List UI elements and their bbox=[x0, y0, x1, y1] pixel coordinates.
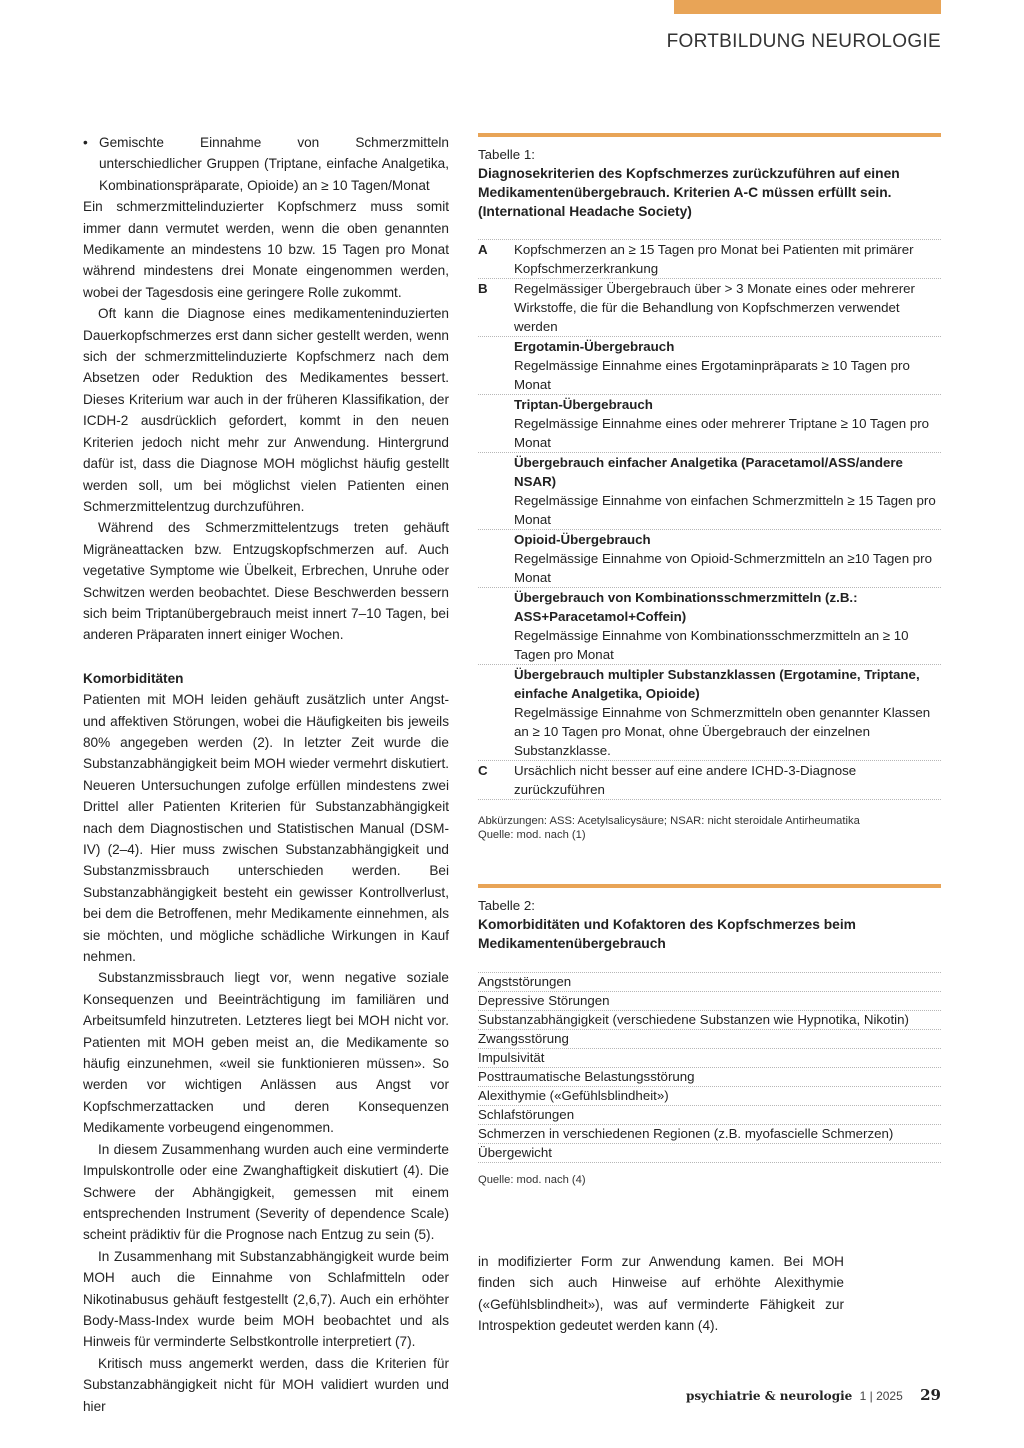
criterion-cell bbox=[514, 337, 941, 394]
criterion-cell bbox=[514, 453, 941, 529]
table-note: Abkürzungen: ASS: Acetylsalicysäure; NSAR: nicht steroidale Antirheumatika bbox=[478, 815, 860, 827]
criterion-text: Regelmässige Einnahme eines Ergotaminpräparats ≥ 10 Tagen pro Monat bbox=[514, 358, 910, 392]
journal-name: psychiatrie & neurologie bbox=[685, 1389, 853, 1403]
table-row: Zwangsstörung bbox=[478, 1030, 941, 1049]
criterion-text: Regelmässige Einnahme von Opioid-Schmerzmitteln an ≥10 Tagen pro Monat bbox=[514, 551, 933, 585]
list-item-text: Gemischte Einnahme von Schmerzmitteln unterschiedlicher Gruppen (Triptane, einfache Analgetika, Kombinationspräparate, Opioide) an ≥ 10 Tagen/Monat bbox=[99, 135, 449, 193]
criterion-text: Regelmässige Einnahme von einfachen Schmerzmitteln ≥ 15 Tagen pro Monat bbox=[514, 493, 936, 527]
criterion-heading: Opioid-Übergebrauch bbox=[514, 532, 651, 547]
table-1 bbox=[478, 133, 941, 842]
criterion-cell bbox=[514, 240, 941, 278]
paragraph: Kritisch muss angemerkt werden, dass die Kriterien für Substanzabhängigkeit nicht für MOH validiert wurden und hier bbox=[83, 1355, 449, 1414]
criterion-key bbox=[478, 588, 514, 664]
paragraph: In Zusammenhang mit Substanzabhängigkeit wurde beim MOH auch die Einnahme von Schlafmitteln oder Nikotinabusus gehäuft festgestellt (2,6,7). Auch ein erhöhter Body-Mass-Index wurde beim MOH beobachtet und als Hinweis für verminderte Selbstkontrolle interpretiert (7). bbox=[83, 1248, 449, 1350]
table-row bbox=[478, 279, 941, 337]
table-row bbox=[478, 761, 941, 800]
table-title: Komorbiditäten und Kofaktoren des Kopfschmerzes beim Medikamentenübergebrauch bbox=[478, 917, 856, 951]
list-item bbox=[83, 132, 449, 196]
paragraph: Patienten mit MOH leiden gehäuft zusätzlich unter Angst- und affektiven Störungen, wobei die Häufigkeiten bis jeweils 80% angegeben werden (2). In letzter Zeit wurde die Substanzabhängigkeit beim MOH wieder vermehrt diskutiert. Neueren Untersuchungen zufolge erfüllen mindestens zwei Drittel aller Patienten Kriterien für Substanzabhängigkeit nach dem Diagnostischen und Statistischen Manual (DSM-IV) (2–4). Hier muss zwischen Substanzabhängigkeit und Substanzmissbrauch unterschieden werden. Bei Substanzabhängigkeit besteht ein gewisser Kontrollverlust, bei dem die Betroffenen, mehr Medikamente einnehmen, als sie möchten, und mögliche schädliche Wirkungen in Kauf nehmen. bbox=[83, 692, 449, 965]
criterion-heading: Übergebrauch einfacher Analgetika (Paracetamol/ASS/andere NSAR) bbox=[514, 455, 903, 489]
table-source: Quelle: mod. nach (4) bbox=[478, 1174, 586, 1186]
table-source: Quelle: mod. nach (1) bbox=[478, 829, 586, 841]
table-row bbox=[478, 665, 941, 761]
criterion-key bbox=[478, 530, 514, 587]
criterion-heading: Ergotamin-Übergebrauch bbox=[514, 339, 675, 354]
table-row: Schmerzen in verschiedenen Regionen (z.B. myofascielle Schmerzen) bbox=[478, 1125, 941, 1144]
criterion-cell bbox=[514, 395, 941, 452]
criterion-key: B bbox=[478, 281, 488, 296]
paragraph: in modifizierter Form zur Anwendung kamen. Bei MOH finden sich auch Hinweise auf erhöhte Alexithymie («Gefühlsblindheit»), was auf verminderte Fähigkeit zur Introspektion gedeutet werden kann (4). bbox=[478, 1254, 844, 1334]
criterion-cell bbox=[514, 588, 941, 664]
table-row: Alexithymie («Gefühlsblindheit») bbox=[478, 1087, 941, 1106]
table-label: Tabelle 1: bbox=[478, 147, 535, 162]
table-row: Depressive Störungen bbox=[478, 992, 941, 1011]
criterion-text: Ursächlich nicht besser auf eine andere ICHD-3-Diagnose zurückzuführen bbox=[514, 763, 857, 797]
criterion-cell bbox=[514, 279, 941, 336]
criterion-text: Kopfschmerzen an ≥ 15 Tagen pro Monat bei Patienten mit primärer Kopfschmerzerkrankung bbox=[514, 242, 914, 276]
table-label: Tabelle 2: bbox=[478, 898, 535, 913]
criterion-cell bbox=[514, 761, 941, 799]
page-footer bbox=[686, 1386, 941, 1404]
table-accent-bar bbox=[478, 133, 941, 137]
bullet-icon: • bbox=[83, 135, 88, 150]
table-row bbox=[478, 240, 941, 279]
section-title: FORTBILDUNG NEUROLOGIE bbox=[666, 31, 941, 52]
paragraph: Während des Schmerzmittelentzugs treten gehäuft Migräneattacken bzw. Entzugskopfschmerzen auf. Auch vegetative Symptome wie Übelkeit, Erbrechen, Unruhe oder Schwitzen werden beobachtet. Diese Beschwerden bessern sich beim Triptanübergebrauch meist innert 7–10 Tagen, bei anderen Präparaten innert einiger Wochen. bbox=[83, 520, 449, 643]
criterion-text: Regelmässige Einnahme von Schmerzmitteln oben genannter Klassen an ≥ 10 Tagen pro Monat, ohne Übergebrauch der einzelnen Substanzklasse. bbox=[514, 705, 931, 758]
criterion-heading: Übergebrauch multipler Substanzklassen (Ergotamine, Triptane, einfache Analgetika, Opioide) bbox=[514, 667, 920, 701]
paragraph: Oft kann die Diagnose eines medikamenteninduzierten Dauerkopfschmerzes erst dann sicher gestellt werden, wenn sich der schmerzmittelinduzierte Kopfschmerz nach dem Absetzen oder Reduktion des Medikamentes bessert. Dieses Kriterium war auch in der früheren Klassifikation, der ICDH-2 ausdrücklich gefordert, kommt in den neuen Kriterien jedoch nicht mehr zur Anwendung. Hintergrund dafür ist, dass die Diagnose MOH möglichst häufig gestellt werden soll, um bei möglichst vielen Patienten einen Schmerzmittelentzug durchzuführen. bbox=[83, 306, 449, 514]
table-row bbox=[478, 337, 941, 395]
criterion-key bbox=[478, 395, 514, 452]
table-row bbox=[478, 530, 941, 588]
table-row bbox=[478, 395, 941, 453]
left-column bbox=[83, 132, 449, 1417]
section-heading: Komorbiditäten bbox=[83, 670, 184, 686]
criterion-heading: Übergebrauch von Kombinationsschmerzmitteln (z.B.: ASS+Paracetamol+Coffein) bbox=[514, 590, 858, 624]
table-row: Angststörungen bbox=[478, 973, 941, 992]
criterion-cell bbox=[514, 665, 941, 760]
issue-number: 1 | 2025 bbox=[859, 1389, 903, 1403]
table-row: Substanzabhängigkeit (verschiedene Substanzen wie Hypnotika, Nikotin) bbox=[478, 1011, 941, 1030]
criterion-key bbox=[478, 337, 514, 394]
criterion-text: Regelmässiger Übergebrauch über > 3 Monate eines oder mehrerer Wirkstoffe, die für die Behandlung von Kopfschmerzen verwendet werden bbox=[514, 281, 915, 334]
header-accent-bar bbox=[674, 0, 941, 14]
paragraph: Ein schmerzmittelinduzierter Kopfschmerz muss somit immer dann vermutet werden, wenn die oben genannten Medikamente an mindestens 10 bzw. 15 Tagen pro Monat während mindestens drei Monate eingenommen werden, wobei der Tagesdosis eine geringere Rolle zukommt. bbox=[83, 199, 449, 300]
page-number: 29 bbox=[920, 1386, 941, 1404]
table-row: Übergewicht bbox=[478, 1144, 941, 1163]
criterion-text: Regelmässige Einnahme eines oder mehrerer Triptane ≥ 10 Tagen pro Monat bbox=[514, 416, 930, 450]
criterion-key bbox=[478, 453, 514, 529]
criterion-heading: Triptan-Übergebrauch bbox=[514, 397, 653, 412]
table-row bbox=[478, 588, 941, 665]
table-title: Diagnosekriterien des Kopfschmerzes zurückzuführen auf einen Medikamentenübergebrauch. Kriterien A-C müssen erfüllt sein. (International Headache Society) bbox=[478, 166, 900, 219]
table-row: Posttraumatische Belastungsstörung bbox=[478, 1068, 941, 1087]
table-2 bbox=[478, 884, 941, 1187]
table-row bbox=[478, 453, 941, 530]
criterion-key: C bbox=[478, 763, 488, 778]
criterion-cell bbox=[514, 530, 941, 587]
criterion-key bbox=[478, 665, 514, 760]
table-row: Impulsivität bbox=[478, 1049, 941, 1068]
table-row: Schlafstörungen bbox=[478, 1106, 941, 1125]
criterion-key: A bbox=[478, 242, 488, 257]
table-accent-bar bbox=[478, 884, 941, 888]
paragraph: In diesem Zusammenhang wurden auch eine verminderte Impulskontrolle oder eine Zwanghaftigkeit diskutiert (4). Die Schwere der Abhängigkeit, gemessen mit einem entsprechenden Instrument (Severity of dependence Scale) scheint prädiktiv für die Prognose nach Entzug zu sein (5). bbox=[83, 1141, 449, 1243]
paragraph: Substanzmissbrauch liegt vor, wenn negative soziale Konsequenzen und Beeinträchtigung im familiären und Arbeitsumfeld hinzutreten. Letzteres liegt bei MOH nicht vor. Patienten mit MOH geben meist an, die Medikamente so häufig einzunehmen, «weil sie funktionieren müssen». So werden vor wichtigen Anlässen aus Angst vor Kopfschmerzattacken und deren Konsequenzen Medikamente vorbeugend eingenommen. bbox=[83, 970, 449, 1136]
criterion-text: Regelmässige Einnahme von Kombinationsschmerzmitteln an ≥ 10 Tagen pro Monat bbox=[514, 628, 909, 662]
